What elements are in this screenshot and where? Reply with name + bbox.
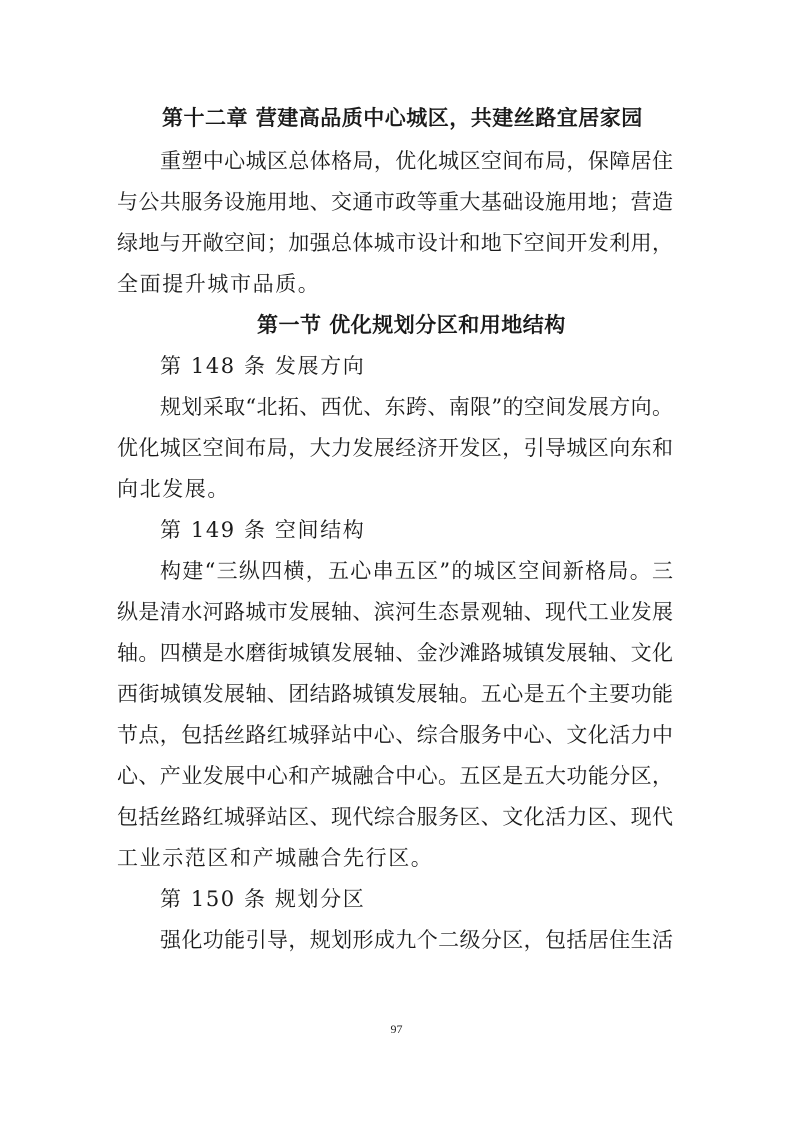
article-149-line: 节点，包括丝路红城驿站中心、综合服务中心、文化活力中 (117, 723, 673, 747)
article-148-line: 规划采取“北拓、西优、东跨、南限”的空间发展方向。 (160, 395, 673, 419)
intro-line: 绿地与开敞空间；加强总体城市设计和地下空间开发利用， (117, 231, 673, 255)
chapter-title: 第十二章 营建高品质中心城区，共建丝路宜居家园 (162, 106, 643, 130)
article-149-line: 心、产业发展中心和产城融合中心。五区是五大功能分区， (117, 764, 673, 788)
article-149-title: 第 149 条 空间结构 (160, 518, 366, 542)
article-149-line: 包括丝路红城驿站区、现代综合服务区、文化活力区、现代 (117, 805, 673, 829)
page-number: 97 (390, 1022, 403, 1036)
article-150-line: 强化功能引导，规划形成九个二级分区，包括居住生活 (160, 928, 673, 952)
article-149-line: 构建“三纵四横，五心串五区”的城区空间新格局。三 (160, 559, 673, 583)
intro-line: 与公共服务设施用地、交通市政等重大基础设施用地；营造 (117, 190, 673, 214)
article-148-line: 优化城区空间布局，大力发展经济开发区，引导城区向东和 (117, 436, 673, 460)
section-title: 第一节 优化规划分区和用地结构 (257, 313, 566, 337)
article-148-title: 第 148 条 发展方向 (160, 354, 366, 378)
article-148-line: 向北发展。 (117, 477, 230, 501)
article-149-line: 轴。四横是水磨街城镇发展轴、金沙滩路城镇发展轴、文化 (117, 641, 673, 665)
intro-line: 重塑中心城区总体格局，优化城区空间布局，保障居住 (160, 149, 673, 173)
article-150-title: 第 150 条 规划分区 (160, 887, 366, 911)
article-149-line: 西街城镇发展轴、团结路城镇发展轴。五心是五个主要功能 (117, 682, 673, 706)
intro-line: 全面提升城市品质。 (117, 272, 321, 296)
article-149-line: 工业示范区和产城融合先行区。 (117, 846, 434, 870)
article-149-line: 纵是清水河路城市发展轴、滨河生态景观轴、现代工业发展 (117, 600, 673, 624)
